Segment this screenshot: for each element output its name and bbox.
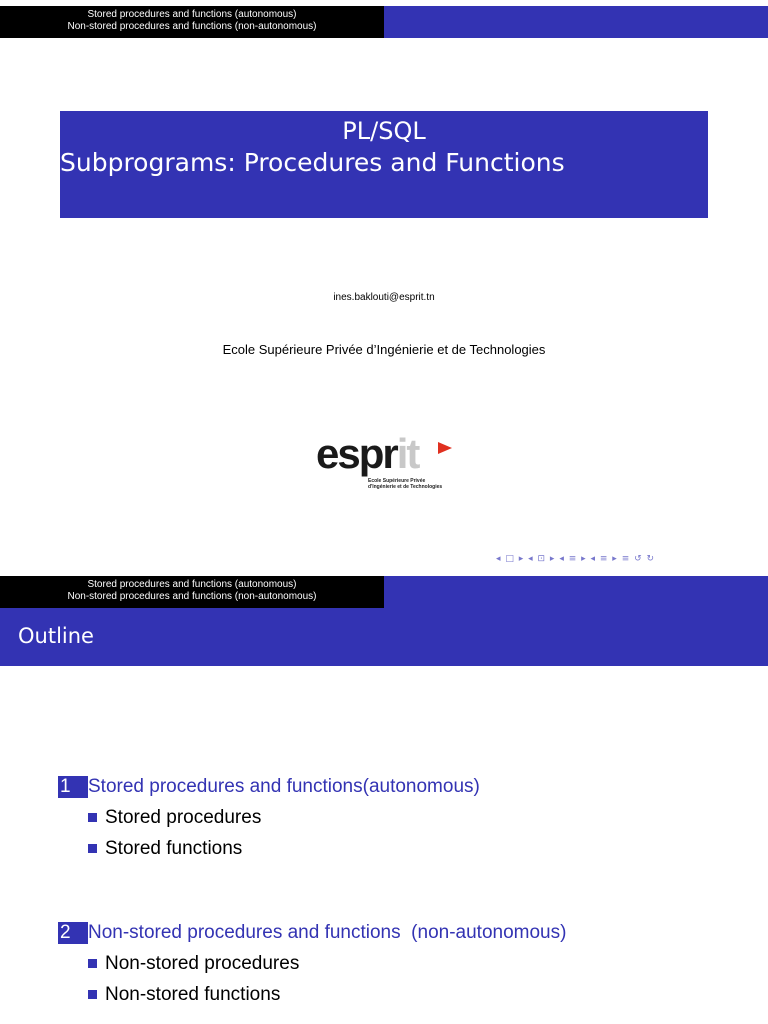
outline-section-2[interactable] (58, 922, 566, 944)
nav-prev-subsection-icon[interactable]: ◂ ⊡ ▸ (528, 554, 556, 564)
header-section-1[interactable]: Stored procedures and functions (autonomous) (87, 579, 297, 590)
section-number: 2 (58, 922, 88, 944)
slide2-header-bar (384, 576, 768, 608)
outline-item[interactable] (88, 807, 261, 829)
title-block (60, 111, 708, 218)
nav-align-icon[interactable]: ≡ (621, 554, 635, 564)
outline-item[interactable] (88, 953, 299, 975)
logo-arrow-icon (438, 442, 452, 454)
institution-name: Ecole Supérieure Privée d’Ingénierie et de Technologies (222, 342, 546, 357)
nav-search-icon[interactable]: ↺ ↻ (634, 554, 656, 564)
title-line-1: PL/SQL (342, 117, 426, 145)
header-section-1[interactable]: Stored procedures and functions (autonomous) (87, 9, 297, 20)
logo-tagline-2: d'Ingénierie et de Technologies (368, 484, 443, 490)
author-email: ines.baklouti@esprit.tn (333, 292, 435, 303)
logo-tagline-1: Ecole Supérieure Privée (368, 478, 426, 484)
outline-section-1[interactable] (58, 776, 480, 798)
logo-word-dark: espr (316, 430, 397, 477)
bullet-square-icon (88, 990, 97, 999)
item-label: Stored functions (105, 838, 243, 859)
section-title: Non-stored procedures and functions (non-autonomous) (88, 922, 567, 943)
slide1-header-sections (0, 6, 384, 38)
outline-item[interactable] (88, 984, 280, 1006)
slide2-header-sections (0, 576, 384, 608)
logo-wordmark (316, 430, 418, 478)
nav-prev-frame-icon[interactable]: ◂ □ ▸ (496, 554, 525, 564)
section-number: 1 (58, 776, 88, 798)
item-label: Stored procedures (105, 807, 262, 828)
section-title: Stored procedures and functions(autonomous) (88, 776, 480, 797)
nav-next-section-icon[interactable]: ◂ ≡ ▸ (590, 554, 618, 564)
bullet-square-icon (88, 844, 97, 853)
esprit-logo (316, 430, 456, 494)
navigation-symbols (496, 552, 766, 566)
bullet-square-icon (88, 959, 97, 968)
title-line-2: Subprograms: Procedures and Functions (60, 148, 565, 177)
bullet-square-icon (88, 813, 97, 822)
frame-title: Outline (18, 624, 94, 648)
header-section-2[interactable]: Non-stored procedures and functions (non-autonomous) (67, 21, 317, 32)
slide1-header-bar (384, 6, 768, 38)
nav-prev-section-icon[interactable]: ◂ ≡ ▸ (559, 554, 587, 564)
logo-word-light: it (396, 430, 419, 477)
item-label: Non-stored procedures (105, 953, 300, 974)
item-label: Non-stored functions (105, 984, 281, 1005)
frame-title-bar (0, 608, 768, 666)
header-section-2[interactable]: Non-stored procedures and functions (non-autonomous) (67, 591, 317, 602)
outline-item[interactable] (88, 838, 242, 860)
